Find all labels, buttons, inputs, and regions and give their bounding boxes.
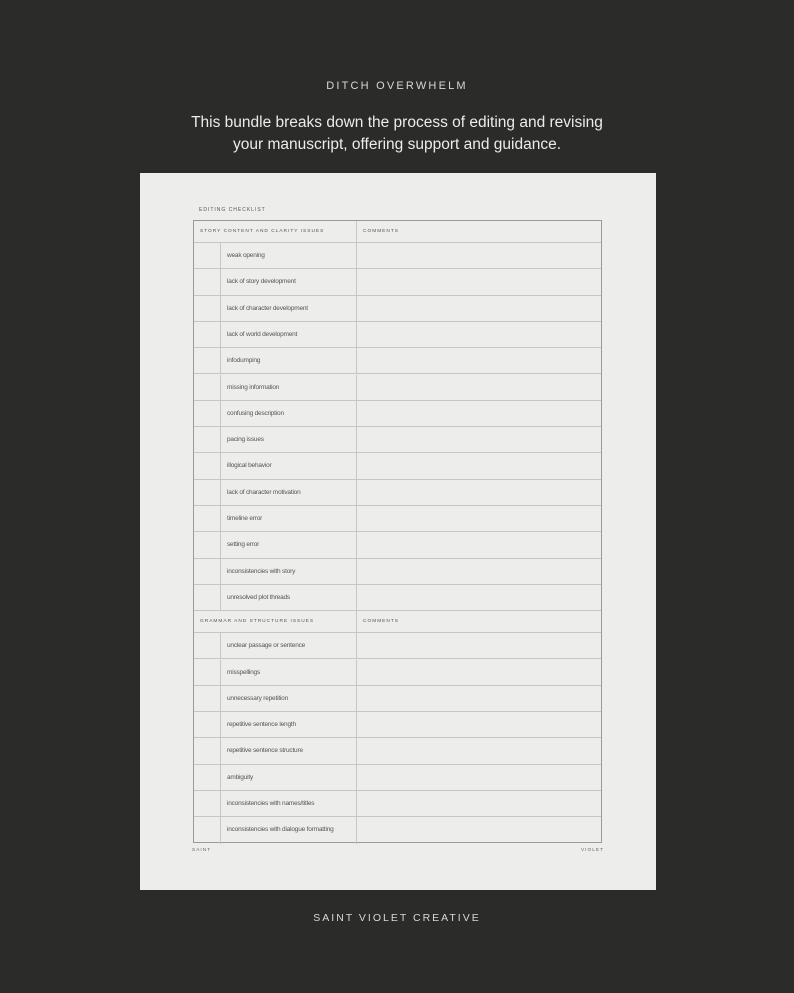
checkbox-cell[interactable] [220,660,221,685]
comments-cell[interactable] [356,791,357,816]
checklist-row [194,453,601,479]
checkbox-cell[interactable] [220,765,221,790]
checklist-row [194,633,601,659]
checklist-item-label: lack of story development [227,278,296,286]
comments-cell[interactable] [356,348,357,373]
checklist-item-label: confusing description [227,409,284,417]
checklist-item-label: misspellings [227,668,261,676]
comments-cell[interactable] [356,243,357,268]
section-heading: GRAMMAR AND STRUCTURE ISSUES [200,619,315,625]
checklist-item-label: setting error [227,541,260,549]
tagline [0,112,794,156]
checklist-item-label: infodumping [227,357,261,365]
column-divider [356,611,357,632]
comments-cell[interactable] [356,559,357,584]
checklist-sheet [140,173,656,890]
checklist-row [194,322,601,348]
checkbox-cell[interactable] [220,559,221,584]
comments-cell[interactable] [356,375,357,400]
comments-cell[interactable] [356,738,357,763]
comments-cell[interactable] [356,712,357,737]
checklist-item-label: illogical behavior [227,462,272,470]
checklist-item-label: missing information [227,383,280,391]
checkbox-cell[interactable] [220,269,221,294]
section-header [194,221,601,243]
checklist-row [194,296,601,322]
checklist-item-label: weak opening [227,252,265,259]
checklist-table [193,220,602,843]
comments-cell[interactable] [356,506,357,531]
checkbox-cell[interactable] [220,480,221,505]
checklist-item-label: unclear passage or sentence [227,642,306,650]
comments-heading: COMMENTS [363,229,399,234]
checkbox-cell[interactable] [220,348,221,373]
checkbox-cell[interactable] [220,712,221,737]
checklist-row [194,791,601,817]
checkbox-cell[interactable] [220,633,221,658]
column-divider [356,221,357,242]
checklist-row [194,401,601,427]
sheet-footer-left: SAINT [192,848,212,853]
checkbox-cell[interactable] [220,506,221,531]
checkbox-cell[interactable] [220,686,221,711]
checklist-row [194,532,601,558]
comments-cell[interactable] [356,686,357,711]
checkbox-cell[interactable] [220,401,221,426]
checklist-item-label: inconsistencies with names/titles [227,800,315,807]
checklist-row [194,660,601,686]
eyebrow-heading: DITCH OVERWHELM [326,80,468,92]
comments-cell[interactable] [356,427,357,452]
section-header [194,611,601,633]
comments-cell[interactable] [356,660,357,685]
checklist-row [194,559,601,585]
sheet-footer-right: VIOLET [580,848,604,853]
checklist-row [194,686,601,712]
checkbox-cell[interactable] [220,453,221,478]
checklist-row [194,269,601,295]
comments-cell[interactable] [356,401,357,426]
checklist-row [194,506,601,532]
checklist-row [194,375,601,401]
comments-cell[interactable] [356,532,357,557]
checklist-row [194,712,601,738]
comments-cell[interactable] [356,480,357,505]
comments-cell[interactable] [356,633,357,658]
checklist-item-label: repetitive sentence structure [227,747,303,755]
checklist-row [194,765,601,791]
comments-cell[interactable] [356,453,357,478]
checklist-item-label: unresolved plot threads [227,593,290,601]
checklist-item-label: repetitive sentence length [227,721,296,729]
checklist-item-label: lack of world development [227,330,298,338]
section-heading: STORY CONTENT AND CLARITY ISSUES [200,229,325,234]
comments-cell[interactable] [356,296,357,321]
checklist-item-label: inconsistencies with story [227,567,296,575]
checklist-item-label: ambiguity [227,773,254,781]
checkbox-cell[interactable] [220,532,221,557]
checklist-item-label: unnecessary repetition [227,694,288,702]
checklist-item-label: inconsistencies with dialogue formatting [227,826,334,834]
checklist-row [194,480,601,506]
checkbox-cell[interactable] [220,427,221,452]
checkbox-cell[interactable] [220,243,221,268]
tagline-line-1: This bundle breaks down the process of editing and revising [191,114,603,131]
comments-cell[interactable] [356,765,357,790]
comments-cell[interactable] [356,585,357,610]
checklist-row [194,738,601,764]
checklist-row [194,817,601,843]
checklist-item-label: lack of character development [227,304,308,312]
sheet-title: EDITING CHECKLIST [199,207,266,213]
checkbox-cell[interactable] [220,738,221,763]
checklist-item-label: pacing issues [227,436,264,444]
checklist-row [194,348,601,374]
checkbox-cell[interactable] [220,817,221,843]
checklist-row [194,427,601,453]
checklist-row [194,243,601,269]
checkbox-cell[interactable] [220,322,221,347]
checkbox-cell[interactable] [220,791,221,816]
comments-cell[interactable] [356,269,357,294]
brand-footer: SAINT VIOLET CREATIVE [313,912,481,924]
comments-heading: COMMENTS [363,619,399,625]
comments-cell[interactable] [356,322,357,347]
checkbox-cell[interactable] [220,296,221,321]
tagline-line-2: your manuscript, offering support and guidance. [233,136,561,153]
checkbox-cell[interactable] [220,585,221,610]
comments-cell[interactable] [356,817,357,843]
checklist-item-label: lack of character motivation [227,488,301,496]
checkbox-cell[interactable] [220,375,221,400]
checklist-item-label: timeline error [227,515,263,522]
checklist-row [194,585,601,611]
